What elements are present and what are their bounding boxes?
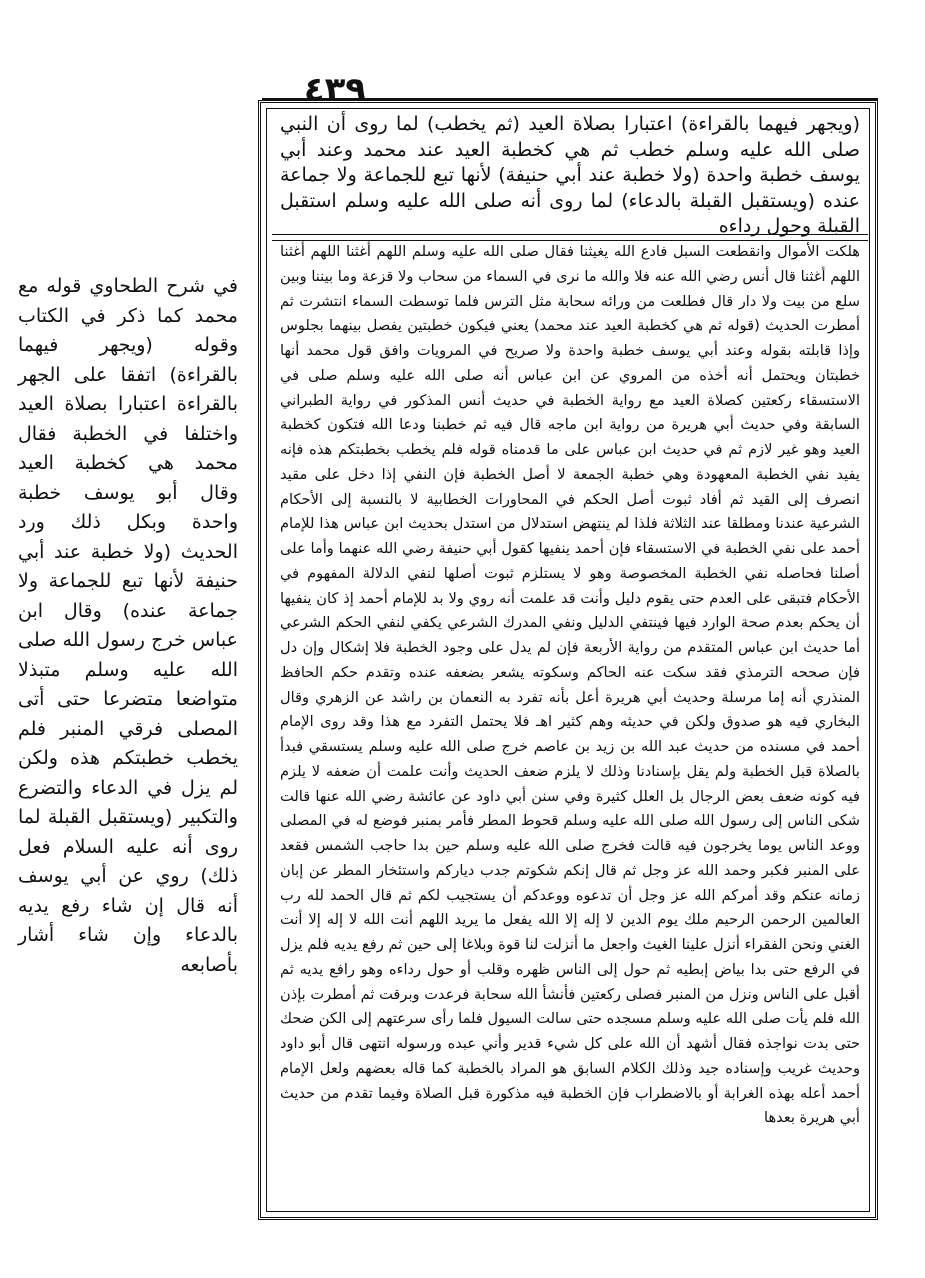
sharh-lead: هلكت الأموال وانقطعت السبل فادع الله يغيثنا فقال صلى الله عليه وسلم اللهم أغثنا اللهم أغثنا اللهم أغثنا قال أنس رضي الله عنه فلا والله ما نرى في السماء من سحاب ولا قزعة وما بيننا وبين سلع من بيت ولا دار قال فطلعت من ورائه سحابة مثل الترس فلما توسطت السماء انتشرت ثم أمطرت الحديث	[280, 243, 861, 335]
page-number: ٤٣٩	[303, 70, 367, 110]
matn-text: (ويجهر فيهما بالقراءة) اعتبارا بصلاة العيد (ثم يخطب) لما روى أن النبي صلى الله عليه وسلم خطب ثم هي كخطبة العيد عند محمد وعند أبي يوسف خطبة واحدة (ولا خطبة عند أبي حنيفة) لأنها تبع للجماعة ولا جماعة عنده (ويستقبل القبلة بالدعاء) لما روى أنه صلى الله عليه وسلم استقبل القبلة وحول رداءه	[280, 113, 860, 237]
margin-note: في شرح الطحاوي قوله مع محمد كما ذكر في الكتاب وقوله (ويجهر فيهما بالقراءة) اتفقا على الجهر بالقراءة اعتبارا بصلاة العيد واختلفا في الخطبة فقال محمد هي كخطبة العيد وقال أبو يوسف خطبة واحدة وبكل ذلك ورد الحديث (ولا خطبة عند أبي حنيفة لأنها تبع للجماعة ولا جماعة عنده) وقال ابن عباس خرج رسول الله صلى الله عليه وسلم متبذلا متواضعا متضرعا حتى أتى المصلى فرقي المنبر فلم يخطب خطبتكم هذه ولكن لم يزل في الدعاء والتضرع والتكبير (ويستقبل القبلة لما روى أنه عليه السلام فعل ذلك) روي عن أبي يوسف أنه قال إن شاء رفع يديه بالدعاء وإن شاء أشار بأصابعه	[18, 275, 238, 976]
sharh-body: (قوله ثم هي كخطبة العيد عند محمد) يعني فيكون خطبتين يفصل بينهما بجلوس وإذا قابلته بقوله وعند أبي يوسف خطبة واحدة ولا صريح في المرويات وافق قول محمد أنها خطبتان ويحتمل أنه أخذه من المروي عن ابن عباس أنه صلى الله عليه وسلم صلى في الاستسقاء ركعتين كصلاة العيد مع رواية الخطبة في حديث أنس المذكور في رواية الطبراني السابقة وفي حديث أبي هريرة من رواية ابن ماجه قال فيه ثم خطبنا ودعا الله فتكون كخطبة العيد وهو غير لازم ثم في حديث ابن عباس على ما قدمناه قوله فلم يخطب بخطبتكم هذه فإنه يفيد نفي الخطبة المعهودة وهي خطبة الجمعة لا أصل الخطبة فإن النفي إذا دخل على مقيد انصرف إلى القيد ثم أفاد ثبوت أصل الحكم في المحاورات الخطابية لا بالنسبة إلى الأحكام الشرعية عندنا ومطلقا عند الثلاثة فلذا لم ينتهض استدلال من استدل بحديث ابن عباس هذا للإمام أحمد على نفي الخطبة في الاستسقاء فإن أحمد ينفيها كقول أبي حنيفة رضي الله عنهما وأما على أصلنا فحاصله نفي الخطبة المخصوصة وهو لا يستلزم ثبوت أصلها لنفي الدلالة المفهوم في الأحكام فتبقى على العدم حتى يقوم دليل وأنت قد علمت أنه روي ولا بد للإمام أحمد إذ كان ينفيها أن يحكم بعدم صحة الوارد فيها فينتفي الدليل ونفي المدرك الشرعي يكفي لنفي الحكم الشرعي أما حديث ابن عباس المتقدم من رواية الأربعة فإن لم يدل على وجود الخطبة فلا إشكال وإن دل فإن صححه الترمذي فقد سكت عنه الحاكم وسكوته يشعر بضعفه عنده وتقدم حكم الحافظ المنذري أنه إما مرسلة وحديث أبي هريرة أعل بأنه تفرد به النعمان بن راشد عن الزهري وقال البخاري فيه هو صدوق ولكن في حديثه وهم كثير اهـ فلا يحتمل التفرد مع هذا وقد روى الإمام أحمد في مسنده من حديث عبد الله بن زيد بن عاصم خرج صلى الله عليه وسلم يستسقي فبدأ بالصلاة قبل الخطبة ولم يقل بإسنادنا وذلك لا يلزم ضعف الحديث وأنت علمت أن ضعفه لا يلزم فيه كونه ضعف بعض الرجال بل العلل كثيرة وفي سنن أبي داود عن عائشة رضي الله عنها قالت شكى الناس إلى رسول الله صلى الله عليه وسلم قحوط المطر فأمر بمنبر فوضع له في المصلى ووعد الناس يوما يخرجون فيه قالت فخرج صلى الله عليه وسلم حين بدا حاجب الشمس فقعد على المنبر فكبر وحمد الله عز وجل ثم قال إنكم شكوتم جدب دياركم واستئخار المطر عن إبان زمانه عنكم وقد أمركم الله عز وجل أن تدعوه ووعدكم أن يستجيب لكم ثم قال الحمد لله رب العالمين الرحمن الرحيم ملك يوم الدين لا إله إلا الله يفعل ما يريد اللهم أنت الله لا إله إلا أنت الغني ونحن الفقراء أنزل علينا الغيث واجعل ما أنزلت لنا قوة وبلاغا إلى حين ثم رفع يديه فلم يزل في الرفع حتى بدا بياض إبطيه ثم حول إلى الناس ظهره وقلب أو حول رداءه وهو رافع يديه ثم أقبل على الناس ونزل من المنبر فصلى ركعتين فأنشأ الله سحابة فرعدت وبرقت ثم أمطرت بإذن الله فلم يأت صلى الله عليه وسلم مسجده حتى سالت السيول فلما رأى سرعتهم إلى الكن ضحك حتى بدت نواجذه فقال أشهد أن الله على كل شيء قدير وأني عبده ورسوله انتهى قال أبو داود وحديث غريب وإسناده جيد وذلك الكلام السابق هو المراد بالخطبة كما قاله بعضهم ولعل الإمام أحمد أعله بهذه الغرابة أو بالاضطراب فإن الخطبة فيه مذكورة قبل الصلاة وفيما تقدم من حديث أبي هريرة بعدها	[280, 317, 860, 1127]
sharh-commentary	[280, 240, 860, 1131]
